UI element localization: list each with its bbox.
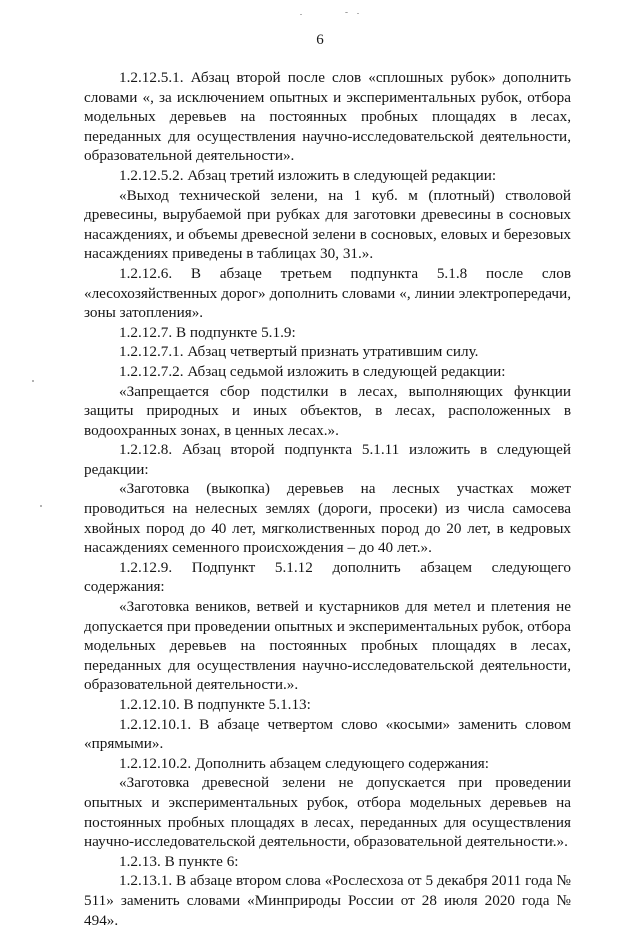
paragraph: 1.2.12.7.2. Абзац седьмой изложить в следующей редакции:: [119, 362, 506, 380]
quoted-paragraph: «Заготовка (выкопка) деревьев на лесных участках может проводиться на нелесных землях (дороги, просеки) из числа самосева хвойных пород до 40 лет, мягколиственных пород до 20 лет, в кедровых насаждениях семенного происхождения – до 40 лет.».: [84, 480, 571, 557]
scan-speck: [357, 13, 359, 14]
paragraph: 1.2.12.10.2. Дополнить абзацем следующего содержания:: [119, 754, 489, 772]
quoted-paragraph: «Запрещается сбор подстилки в лесах, выполняющих функции защиты природных и иных объектов, в лесах, расположенных в водоохранных зонах, в ценных лесах.».: [84, 382, 571, 439]
paragraph: 1.2.12.7. В подпункте 5.1.9:: [119, 323, 296, 341]
quoted-paragraph: «Заготовка веников, ветвей и кустарников для метел и плетения не допускается при проведении опытных и экспериментальных рубок, отбора модельных деревьев на постоянных пробных площадях в лесах, переданных для осуществления научно-исследовательской деятельности, образовательной деятельности.».: [84, 598, 571, 694]
paragraph: 1.2.12.9. Подпункт 5.1.12 дополнить абзацем следующего содержания:: [84, 558, 571, 596]
document-body: [84, 68, 571, 930]
scan-speck: [32, 380, 34, 382]
quoted-paragraph: «Заготовка древесной зелени не допускается при проведении опытных и экспериментальных рубок, отбора модельных деревьев на постоянных пробных площадях в лесах, переданных для осуществления научно-исследовательской деятельности, образовательной деятельности.».: [84, 774, 571, 851]
paragraph: 1.2.12.5.1. Абзац второй после слов «сплошных рубок» дополнить словами «, за исключением опытных и экспериментальных рубок, отбора модельных деревьев на постоянных пробных площадях в лесах, переданных для осуществления научно-исследовательской деятельности, образовательной деятельности».: [84, 69, 571, 165]
paragraph: 1.2.12.7.1. Абзац четвертый признать утратившим силу.: [119, 343, 479, 361]
paragraph: 1.2.12.6. В абзаце третьем подпункта 5.1.8 после слов «лесохозяйственных дорог» дополнить словами «, линии электропередачи, зоны затопления».: [84, 264, 571, 322]
paragraph: 1.2.13.1. В абзаце втором слова «Рослесхоза от 5 декабря 2011 года № 511» заменить словами «Минприроды России от 28 июля 2020 года № 494».: [84, 872, 571, 929]
paragraph: 1.2.12.10.1. В абзаце четвертом слово «косыми» заменить словом «прямыми».: [84, 715, 571, 753]
scan-speck: [40, 505, 42, 507]
page-number: 6: [316, 32, 324, 48]
paragraph: 1.2.12.5.2. Абзац третий изложить в следующей редакции:: [119, 166, 497, 184]
quoted-paragraph: «Выход технической зелени, на 1 куб. м (плотный) стволовой древесины, вырубаемой при рубках для заготовки древесины в сосновых насаждениях, и объемы древесной зелени в сосновых, еловых и березовых насаждениях приведены в таблицах 30, 31.».: [84, 186, 571, 263]
scan-speck: [345, 12, 348, 13]
paragraph: 1.2.12.10. В подпункте 5.1.13:: [119, 696, 311, 713]
scan-speck: [300, 14, 302, 15]
paragraph: 1.2.13. В пункте 6:: [119, 852, 239, 870]
paragraph: 1.2.12.8. Абзац второй подпункта 5.1.11 изложить в следующей редакции:: [84, 441, 571, 478]
